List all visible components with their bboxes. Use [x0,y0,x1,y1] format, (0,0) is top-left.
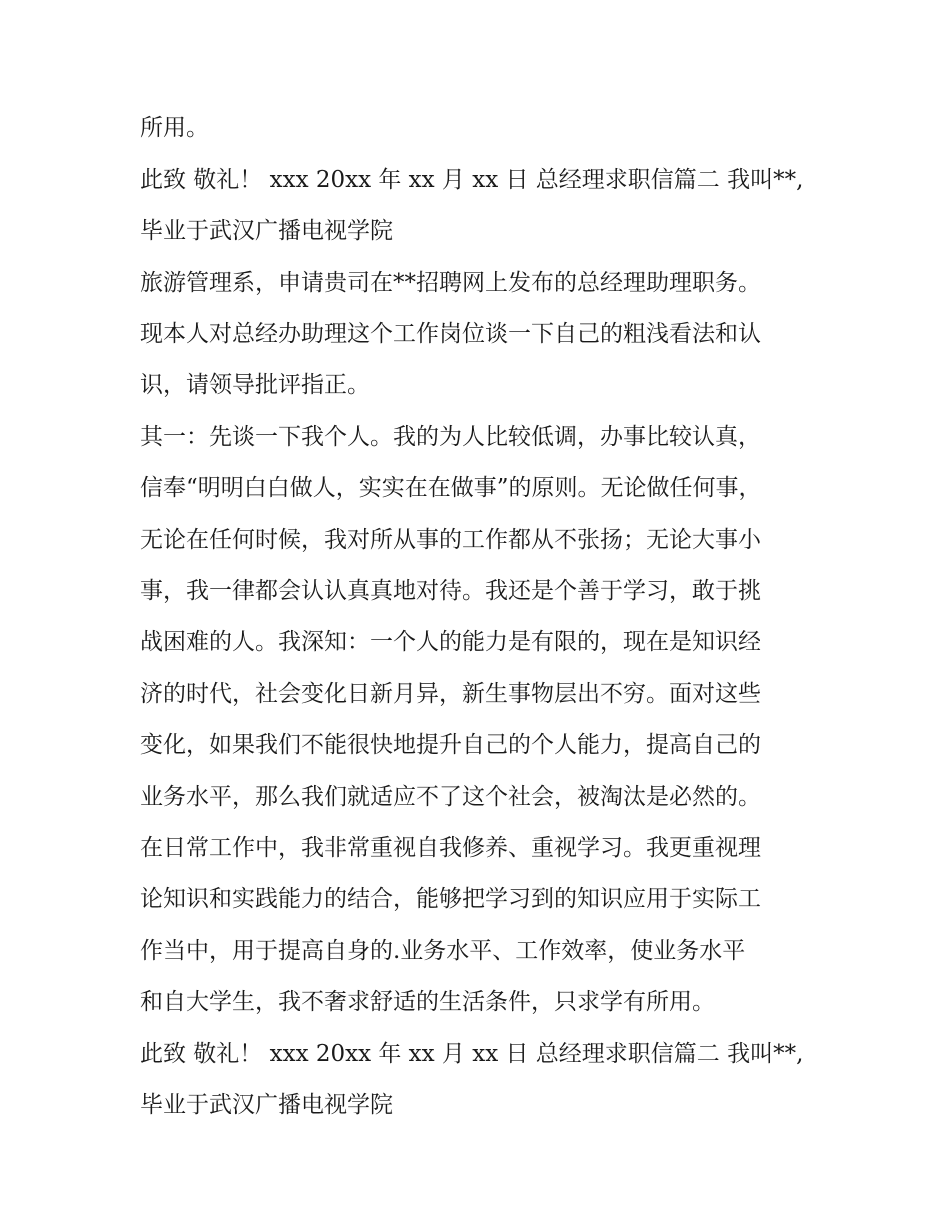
text-line: 事，我一律都会认认真真地对待。我还是个善于学习，敢于挑 [140,578,761,604]
text-line: 济的时代，社会变化日新月异，新生事物层出不穷。面对这些 [140,681,761,707]
text-line: 识，请领导批评指正。 [140,372,370,398]
text-line: 无论在任何时候，我对所从事的工作都从不张扬；无论大事小 [140,527,761,553]
text-line: 变化，如果我们不能很快地提升自己的个人能力，提高自己的 [140,732,761,758]
text-line: 战困难的人。我深知：一个人的能力是有限的，现在是知识经 [140,629,761,655]
text-line: 和自大学生，我不奢求舒适的生活条件，只求学有所用。 [140,989,715,1015]
text-line: 其一：先谈一下我个人。我的为人比较低调，办事比较认真， [140,424,761,450]
text-line: 此致 敬礼！ xxx 20xx 年 xx 月 xx 日 总经理求职信篇二 我叫**, [140,1041,804,1067]
text-line: 信奉“明明白白做人，实实在在做事”的原则。无论做任何事， [140,475,762,501]
text-line: 在日常工作中，我非常重视自我修养、重视学习。我更重视理 [140,835,761,861]
text-line: 业务水平，那么我们就适应不了这个社会，被淘汰是必然的。 [140,784,761,810]
text-line: 现本人对总经办助理这个工作岗位谈一下自己的粗浅看法和认 [140,321,761,347]
text-line: 毕业于武汉广播电视学院 [140,218,393,244]
text-line: 论知识和实践能力的结合，能够把学习到的知识应用于实际工 [140,886,761,912]
text-line: 毕业于武汉广播电视学院 [140,1092,393,1118]
text-line: 旅游管理系，申请贵司在**招聘网上发布的总经理助理职务。 [140,270,761,296]
text-line: 作当中，用于提高自身的.业务水平、工作效率，使业务水平 [140,938,746,964]
text-line: 所用。 [140,115,209,141]
text-line: 此致 敬礼！ xxx 20xx 年 xx 月 xx 日 总经理求职信篇二 我叫**, [140,167,804,193]
